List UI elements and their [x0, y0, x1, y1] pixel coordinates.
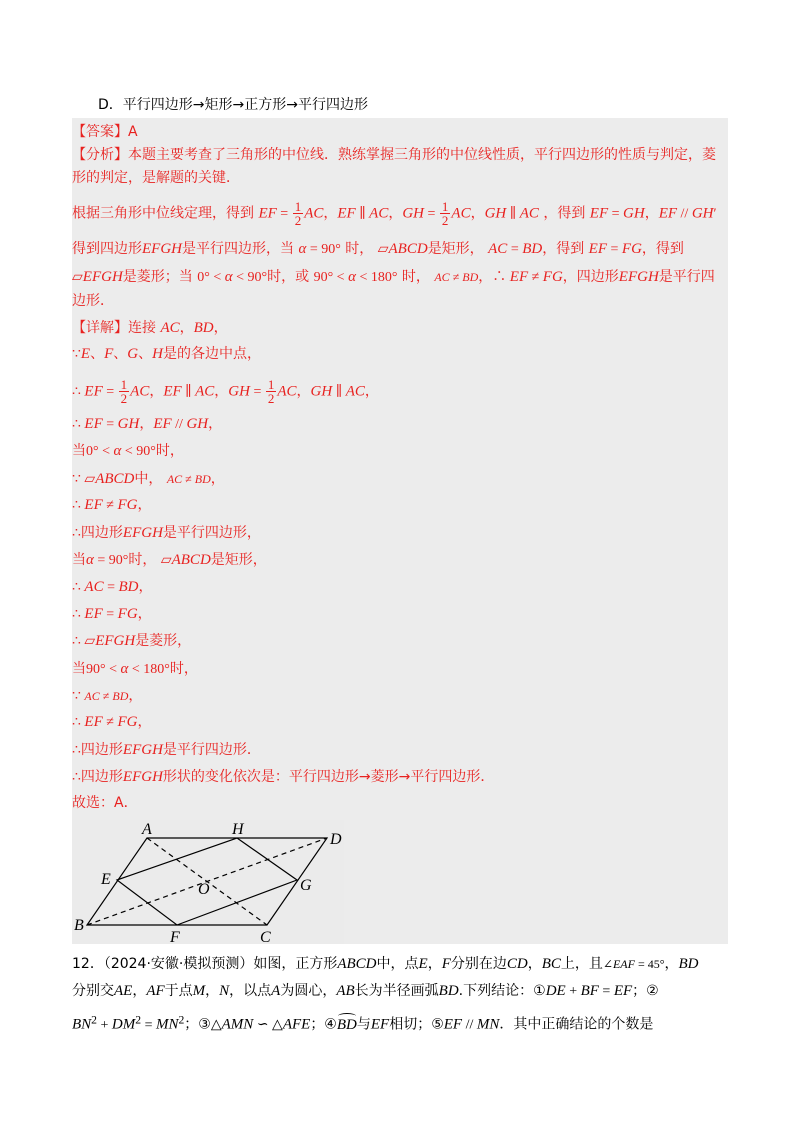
q12-line-1: 12．（2024·安徽·模拟预测）如图，正方形ABCD中，点E，F分别在边CD，BC上，且∠EAF = 45°，BD — [72, 956, 699, 972]
answer-label: 【答案】 — [72, 124, 128, 140]
q12-line-3: $BN^2 + DM^2 = MN^2$；③△AMN ∽ △AFE；④BD与EF相切；⑤EF // MN．其中正确结论的个数是 — [72, 1013, 654, 1033]
detail-line-5: 当0° < α < 90°时， — [72, 443, 184, 459]
answer-value: A — [128, 124, 138, 140]
option-d: D．平行四边形→矩形→正方形→平行四边形 — [98, 97, 368, 113]
label-h: H — [232, 821, 244, 838]
label-a: A — [142, 821, 152, 838]
analysis-line-2: 形的判定，是解题的关键． — [72, 170, 240, 186]
analysis-line-3: 根据三角形中位线定理，得到 EF = $\frac{1}{2}$ AC，EF ∥ AC，GH = $\frac{1}{2}$ AC，GH ∥ AC ，得到 EF = GH，EF // GH′ — [72, 199, 717, 228]
figure-svg — [72, 820, 344, 944]
detail-line-6: ∵ ▱ABCD中， AC ≠ BD， — [72, 471, 225, 487]
label-b: B — [74, 917, 84, 934]
analysis-line-6: 边形． — [72, 293, 114, 309]
detail-line-7: ∴ EF ≠ FG， — [72, 497, 152, 513]
q12-line-2: 分别交AE，AF于点M，N，以点A为圆心，AB长为半径画弧BD.下列结论：①DE + BF = EF；② — [72, 983, 659, 999]
detail-label: 【详解】 — [72, 320, 128, 336]
detail-line-15: ∴ EF ≠ FG， — [72, 714, 152, 730]
parallelogram-figure — [72, 820, 344, 944]
detail-line-13: 当90° < α < 180°时， — [72, 661, 198, 677]
detail-line-9: 当α = 90°时， ▱ABCD是矩形， — [72, 552, 267, 568]
label-g: G — [300, 877, 312, 894]
analysis-label: 【分析】 — [72, 147, 128, 163]
analysis-line-4: 得到四边形EFGH是平行四边形，当 α = 90° 时， ▱ABCD是矩形， AC = BD，得到 EF = FG，得到 — [72, 241, 684, 257]
detail-line-10: ∴ AC = BD， — [72, 579, 153, 595]
detail-line-14: ∵ AC ≠ BD， — [72, 689, 143, 704]
detail-line-4: ∴ EF = GH，EF // GH， — [72, 416, 223, 432]
detail-line-11: ∴ EF = FG， — [72, 606, 152, 622]
detail-line-8: ∴四边形EFGH是平行四边形， — [72, 525, 261, 541]
detail-line-16: ∴四边形EFGH是平行四边形． — [72, 742, 261, 758]
label-d: D — [330, 831, 342, 848]
detail-line-17: ∴四边形EFGH形状的变化依次是：平行四边形→菱形→平行四边形． — [72, 769, 495, 785]
answer-line — [72, 123, 138, 141]
analysis-line-1: 【分析】本题主要考查了三角形的中位线．熟练掌握三角形的中位线性质，平行四边形的性质与判定，菱 — [72, 147, 716, 163]
label-e: E — [101, 871, 111, 888]
detail-line-18: 故选：A． — [72, 795, 138, 811]
detail-line-3: ∴ EF = $\frac{1}{2}$ AC，EF ∥ AC，GH = $\frac{1}{2}$ AC，GH ∥ AC， — [72, 377, 379, 406]
label-c: C — [260, 929, 271, 944]
label-f: F — [170, 929, 180, 944]
detail-line-12: ∴ ▱EFGH是菱形， — [72, 633, 192, 649]
detail-line-2: ∵E、F、G、H是的各边中点， — [72, 346, 261, 362]
label-o: O — [198, 881, 210, 898]
analysis-line-5: ▱EFGH是菱形；当 0° < α < 90°时，或 90° < α < 180° 时， AC ≠ BD，∴ EF ≠ FG，四边形EFGH是平行四 — [72, 269, 715, 285]
detail-line-1: 【详解】连接 AC，BD， — [72, 320, 228, 336]
